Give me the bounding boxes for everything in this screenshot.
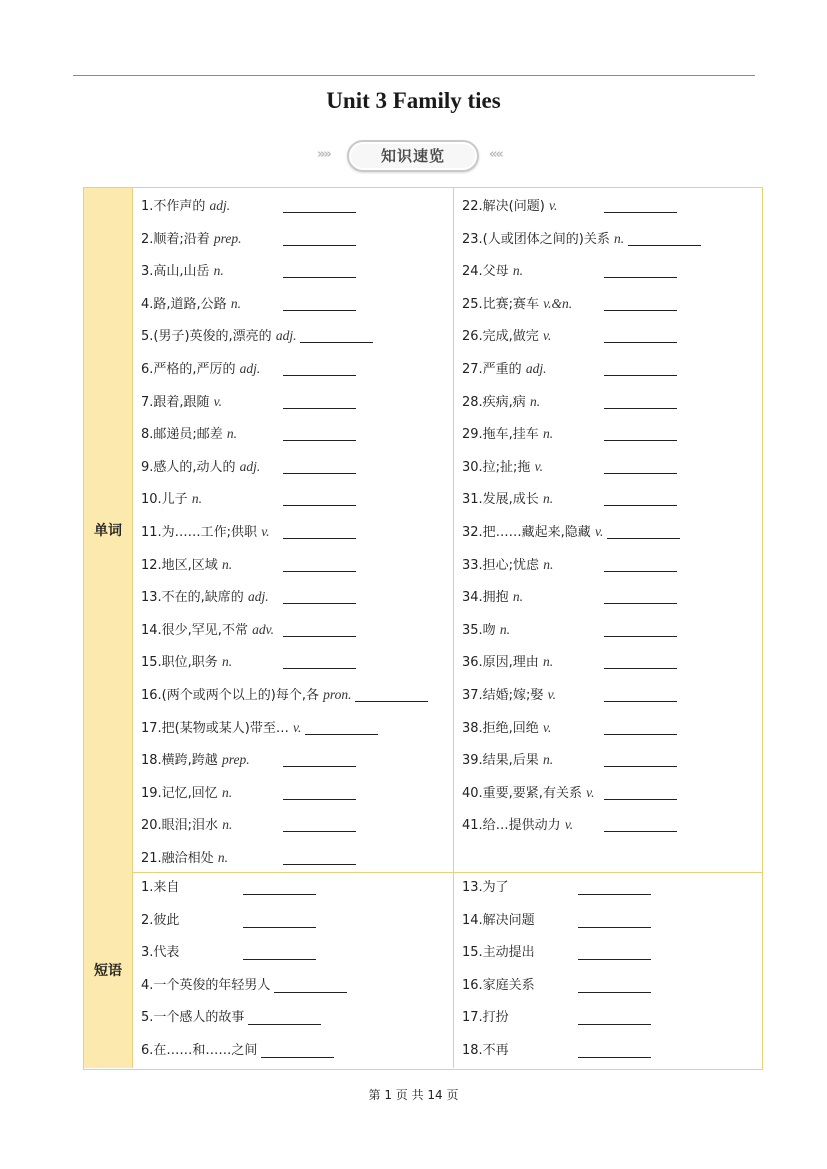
item-text: 2.彼此: [141, 912, 180, 928]
answer-blank[interactable]: [604, 766, 677, 767]
part-of-speech: adj.: [209, 198, 231, 213]
list-item: [141, 911, 179, 931]
item-text: 28.疾病,病: [462, 394, 530, 410]
list-item: [141, 489, 202, 509]
part-of-speech: n.: [543, 556, 554, 572]
section-banner: [0, 138, 827, 174]
item-text: 33.担心;忧虑: [462, 557, 544, 573]
words-section: [84, 188, 762, 872]
item-text: 15.职位,职务: [141, 655, 222, 671]
answer-blank[interactable]: [604, 701, 677, 702]
words-right-column: [454, 188, 762, 872]
part-of-speech: adj.: [239, 361, 261, 376]
part-of-speech: n.: [222, 817, 233, 833]
item-text: 3.高山,山岳: [141, 264, 214, 280]
part-of-speech: n.: [542, 426, 554, 442]
list-item: [141, 652, 232, 672]
part-of-speech: prep.: [221, 752, 250, 768]
item-text: 7.跟着,跟随: [141, 394, 214, 410]
part-of-speech: n.: [529, 393, 541, 409]
answer-blank[interactable]: [604, 310, 677, 311]
answer-blank[interactable]: [274, 992, 347, 993]
list-item: [462, 685, 556, 705]
item-text: 3.代表: [141, 945, 180, 961]
list-item: [462, 976, 535, 996]
answer-blank[interactable]: [604, 603, 677, 604]
list-item: [141, 261, 224, 281]
answer-blank[interactable]: [283, 505, 356, 506]
part-of-speech: adj.: [275, 328, 297, 344]
list-item: [462, 783, 594, 803]
page-footer: 第 1 页 共 14 页: [368, 1088, 459, 1102]
part-of-speech: n.: [499, 621, 510, 637]
part-of-speech: adj.: [247, 589, 269, 605]
part-of-speech: n.: [542, 752, 554, 768]
answer-blank[interactable]: [604, 571, 677, 572]
part-of-speech: n.: [512, 589, 523, 605]
item-text: 12.地区,区域: [141, 557, 222, 573]
answer-blank[interactable]: [578, 1024, 651, 1025]
list-item: [462, 392, 540, 412]
item-text: 14.很少,罕见,不常: [141, 622, 253, 638]
answer-blank[interactable]: [604, 440, 677, 441]
item-text: 9.感人的,动人的: [141, 459, 240, 475]
list-item: [141, 359, 260, 379]
item-text: 31.发展,成长: [462, 492, 543, 508]
answer-blank[interactable]: [283, 864, 356, 865]
answer-blank[interactable]: [283, 473, 356, 474]
item-text: 14.解决问题: [462, 912, 535, 928]
answer-blank[interactable]: [300, 342, 373, 343]
item-text: 22.解决(问题): [462, 199, 549, 214]
part-of-speech: v.: [547, 687, 556, 702]
answer-blank[interactable]: [604, 636, 677, 637]
list-item: [462, 1041, 509, 1061]
answer-blank[interactable]: [604, 408, 677, 409]
answer-blank[interactable]: [283, 799, 356, 800]
list-item: [462, 620, 510, 640]
part-of-speech: n.: [191, 491, 202, 507]
list-item: [141, 294, 241, 314]
list-item: [141, 718, 301, 738]
answer-blank[interactable]: [604, 799, 677, 800]
item-text: 8.邮递员;邮差: [141, 427, 227, 443]
list-item: [141, 1041, 257, 1061]
item-text: 37.结婚;嫁;娶: [462, 688, 548, 703]
part-of-speech: v.: [564, 817, 574, 833]
list-item: [462, 815, 573, 835]
list-item: [141, 587, 269, 607]
phrases-section-label: 短语: [84, 872, 133, 1068]
phrases-left-column: [133, 872, 454, 1068]
part-of-speech: v.: [542, 328, 552, 344]
item-text: 18.不再: [462, 1043, 509, 1058]
list-item: [462, 718, 551, 738]
item-text: 4.路,道路,公路: [141, 296, 231, 312]
answer-blank[interactable]: [283, 668, 356, 669]
item-text: 5.一个感人的故事: [141, 1010, 245, 1026]
list-item: [462, 424, 553, 444]
part-of-speech: v.: [548, 198, 558, 213]
answer-blank[interactable]: [628, 245, 701, 246]
item-text: 36.原因,理由: [462, 655, 543, 671]
list-item: [462, 911, 535, 931]
answer-blank[interactable]: [283, 636, 356, 637]
list-item: [462, 229, 624, 249]
list-item: [141, 783, 232, 803]
list-item: [141, 229, 242, 249]
item-text: 35.吻: [462, 622, 500, 638]
part-of-speech: n.: [221, 784, 233, 800]
item-text: 27.严重的: [462, 362, 526, 377]
part-of-speech: adv.: [252, 621, 274, 637]
part-of-speech: adj.: [525, 361, 547, 376]
answer-blank[interactable]: [243, 894, 316, 895]
list-item: [462, 555, 553, 575]
list-item: [462, 294, 572, 314]
item-text: 26.完成,做完: [462, 329, 543, 345]
list-item: [141, 943, 179, 963]
list-item: [141, 976, 270, 996]
answer-blank[interactable]: [243, 927, 316, 928]
answer-blank[interactable]: [604, 734, 677, 735]
answer-blank[interactable]: [283, 277, 356, 278]
item-text: 6.严格的,严厉的: [141, 362, 240, 377]
list-item: [141, 326, 296, 346]
list-item: [141, 685, 351, 705]
item-text: 23.(人或团体之间的)关系: [462, 231, 614, 247]
list-item: [141, 392, 222, 412]
part-of-speech: v.: [594, 524, 604, 539]
part-of-speech: n.: [221, 556, 233, 572]
part-of-speech: pron.: [323, 687, 352, 702]
item-text: 40.重要,要紧,有关系: [462, 785, 587, 801]
answer-blank[interactable]: [604, 342, 677, 343]
part-of-speech: v.: [261, 524, 270, 539]
answer-blank[interactable]: [604, 668, 677, 669]
item-text: 11.为……工作;供职: [141, 525, 262, 540]
item-text: 18.横跨,跨越: [141, 753, 222, 769]
list-item: [462, 261, 523, 281]
list-item: [141, 1008, 244, 1028]
part-of-speech: v.: [213, 393, 223, 409]
answer-blank[interactable]: [578, 992, 651, 993]
answer-blank[interactable]: [243, 959, 316, 960]
banner-label: 知识速览: [380, 147, 445, 165]
list-item: [141, 555, 232, 575]
part-of-speech: v.: [586, 784, 595, 800]
list-item: [462, 750, 553, 770]
answer-blank[interactable]: [578, 894, 651, 895]
answer-blank[interactable]: [283, 245, 356, 246]
item-text: 34.拥抱: [462, 590, 513, 606]
answer-blank[interactable]: [261, 1057, 334, 1058]
answer-blank[interactable]: [578, 1057, 651, 1058]
list-item: [462, 522, 603, 542]
part-of-speech: prep.: [213, 230, 242, 246]
list-item: [462, 359, 546, 379]
list-item: [462, 457, 543, 477]
part-of-speech: n.: [542, 654, 554, 670]
list-item: [462, 943, 535, 963]
item-text: 29.拖车,挂车: [462, 427, 543, 443]
list-item: [141, 457, 260, 477]
part-of-speech: n.: [221, 654, 233, 670]
banner-arrows-left-icon: »»: [317, 147, 330, 162]
answer-blank[interactable]: [283, 538, 356, 539]
item-text: 6.在……和……之间: [141, 1043, 258, 1058]
list-item: [462, 1008, 509, 1028]
list-item: [141, 522, 270, 542]
item-text: 24.父母: [462, 264, 513, 280]
answer-blank[interactable]: [283, 603, 356, 604]
item-text: 13.为了: [462, 880, 509, 895]
answer-blank[interactable]: [283, 310, 356, 311]
part-of-speech: n.: [230, 295, 241, 311]
part-of-speech: n.: [512, 263, 523, 279]
phrases-section: [84, 872, 762, 1068]
part-of-speech: n.: [542, 491, 554, 507]
answer-blank[interactable]: [283, 766, 356, 767]
answer-blank[interactable]: [604, 831, 677, 832]
answer-blank[interactable]: [283, 571, 356, 572]
answer-blank[interactable]: [604, 212, 677, 213]
list-item: [462, 196, 557, 216]
banner-arrows-right-icon: ««: [489, 147, 502, 162]
item-text: 10.儿子: [141, 492, 192, 508]
part-of-speech: v.: [542, 719, 552, 735]
part-of-speech: n.: [613, 230, 625, 246]
part-of-speech: n.: [213, 263, 224, 279]
answer-blank[interactable]: [283, 440, 356, 441]
answer-blank[interactable]: [305, 734, 378, 735]
list-item: [141, 196, 230, 216]
item-text: 1.来自: [141, 880, 180, 895]
list-item: [141, 815, 232, 835]
list-item: [141, 878, 179, 898]
item-text: 2.顺着;沿着: [141, 231, 214, 247]
item-text: 17.打扮: [462, 1010, 509, 1026]
item-text: 38.拒绝,回绝: [462, 720, 543, 736]
list-item: [462, 652, 553, 672]
part-of-speech: v.&n.: [543, 295, 573, 311]
item-text: 1.不作声的: [141, 199, 210, 214]
item-text: 17.把(某物或某人)带至…: [141, 720, 293, 736]
item-text: 20.眼泪;泪水: [141, 818, 223, 834]
page-title: Unit 3 Family ties: [326, 88, 501, 113]
item-text: 16.(两个或两个以上的)每个,各: [141, 688, 324, 703]
list-item: [462, 587, 523, 607]
list-item: [462, 489, 553, 509]
part-of-speech: v.: [292, 719, 302, 735]
item-text: 39.结果,后果: [462, 753, 543, 769]
answer-blank[interactable]: [604, 277, 677, 278]
list-item: [141, 848, 228, 868]
header-rule: [73, 75, 755, 76]
answer-blank[interactable]: [248, 1024, 321, 1025]
item-text: 25.比赛;赛车: [462, 296, 544, 312]
part-of-speech: n.: [217, 850, 228, 865]
banner-pill: [347, 140, 479, 172]
item-text: 13.不在的,缺席的: [141, 590, 248, 606]
item-text: 41.给…提供动力: [462, 818, 565, 834]
list-item: [462, 326, 551, 346]
phrases-right-column: [454, 872, 762, 1068]
list-item: [141, 750, 250, 770]
part-of-speech: adj.: [239, 458, 261, 474]
item-text: 16.家庭关系: [462, 977, 535, 993]
item-text: 21.融洽相处: [141, 851, 218, 866]
item-text: 30.拉;扯;拖: [462, 459, 535, 475]
answer-blank[interactable]: [283, 831, 356, 832]
answer-blank[interactable]: [578, 959, 651, 960]
answer-blank[interactable]: [283, 375, 356, 376]
answer-blank[interactable]: [578, 927, 651, 928]
item-text: 19.记忆,回忆: [141, 785, 222, 801]
list-item: [462, 878, 509, 898]
item-text: 4.一个英俊的年轻男人: [141, 977, 271, 993]
answer-blank[interactable]: [355, 701, 428, 702]
vocab-table: [83, 187, 763, 1070]
answer-blank[interactable]: [283, 212, 356, 213]
part-of-speech: v.: [534, 458, 543, 474]
list-item: [141, 620, 274, 640]
words-left-column: [133, 188, 454, 872]
list-item: [141, 424, 237, 444]
answer-blank[interactable]: [604, 505, 677, 506]
words-section-label: 单词: [84, 188, 133, 872]
answer-blank[interactable]: [604, 473, 677, 474]
item-text: 15.主动提出: [462, 945, 535, 961]
item-text: 32.把……藏起来,隐藏: [462, 525, 595, 540]
item-text: 5.(男子)英俊的,漂亮的: [141, 329, 276, 345]
answer-blank[interactable]: [283, 408, 356, 409]
part-of-speech: n.: [226, 426, 238, 442]
answer-blank[interactable]: [604, 375, 677, 376]
answer-blank[interactable]: [607, 538, 680, 539]
